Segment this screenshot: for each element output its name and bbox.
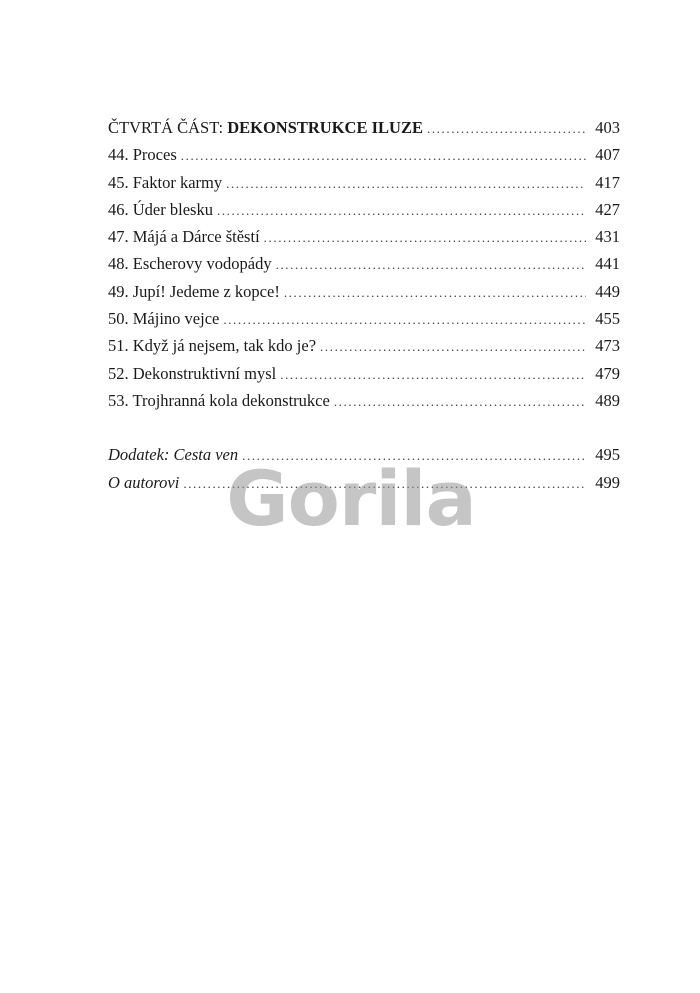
dot-leader bbox=[242, 442, 586, 469]
page-number: 499 bbox=[595, 472, 620, 492]
toc-entry bbox=[108, 305, 620, 332]
page-number: 455 bbox=[595, 309, 620, 329]
dot-leader bbox=[226, 170, 586, 197]
chapter-title: 47. Májá a Dárce štěstí bbox=[108, 227, 260, 247]
part-title: DEKONSTRUKCE ILUZE bbox=[227, 118, 423, 137]
dot-leader bbox=[276, 251, 586, 278]
page-number: 489 bbox=[595, 390, 620, 410]
appendix-title: O autorovi bbox=[108, 472, 180, 492]
toc-entry bbox=[108, 196, 620, 223]
section-spacer bbox=[108, 414, 620, 441]
chapter-title: 53. Trojhranná kola dekonstrukce bbox=[108, 390, 330, 410]
toc-entry bbox=[108, 387, 620, 414]
toc-entry bbox=[108, 250, 620, 277]
dot-leader bbox=[284, 279, 586, 306]
page-number: 495 bbox=[595, 445, 620, 465]
chapter-title: 49. Jupí! Jedeme z kopce! bbox=[108, 281, 280, 301]
chapter-title: 50. Májino vejce bbox=[108, 309, 220, 329]
dot-leader bbox=[223, 306, 586, 333]
chapter-title: 44. Proces bbox=[108, 145, 177, 165]
dot-leader bbox=[217, 197, 586, 224]
appendix-title: Dodatek: Cesta ven bbox=[108, 445, 239, 465]
dot-leader bbox=[427, 115, 586, 142]
toc-entry bbox=[108, 169, 620, 196]
toc-appendix-entry bbox=[108, 469, 620, 496]
toc-entry bbox=[108, 332, 620, 359]
dot-leader bbox=[280, 361, 586, 388]
chapter-title: 46. Úder blesku bbox=[108, 199, 213, 219]
part-prefix: ČTVRTÁ ČÁST: bbox=[108, 118, 228, 137]
page-number: 479 bbox=[595, 363, 620, 383]
toc-part-heading bbox=[108, 114, 620, 141]
toc-entry bbox=[108, 278, 620, 305]
page-number: 473 bbox=[595, 336, 620, 356]
dot-leader bbox=[181, 142, 586, 169]
chapter-title: 48. Escherovy vodopády bbox=[108, 254, 272, 274]
toc-appendix-entry bbox=[108, 441, 620, 468]
toc-entry bbox=[108, 223, 620, 250]
dot-leader bbox=[320, 333, 586, 360]
part-label bbox=[108, 114, 427, 141]
page-number: 441 bbox=[595, 254, 620, 274]
chapter-title: 45. Faktor karmy bbox=[108, 172, 223, 192]
page-number: 449 bbox=[595, 281, 620, 301]
page-number: 427 bbox=[595, 199, 620, 219]
page-number: 431 bbox=[595, 227, 620, 247]
dot-leader bbox=[183, 470, 586, 497]
toc-entry bbox=[108, 360, 620, 387]
page-number: 417 bbox=[595, 172, 620, 192]
page-number: 407 bbox=[595, 145, 620, 165]
chapter-title: 51. Když já nejsem, tak kdo je? bbox=[108, 336, 317, 356]
dot-leader bbox=[334, 388, 586, 415]
page-number: 403 bbox=[595, 118, 620, 137]
table-of-contents bbox=[108, 114, 620, 496]
gorila-watermark: Gorila bbox=[226, 453, 476, 543]
chapter-title: 52. Dekonstruktivní mysl bbox=[108, 363, 277, 383]
toc-entry bbox=[108, 141, 620, 168]
dot-leader bbox=[264, 224, 586, 251]
